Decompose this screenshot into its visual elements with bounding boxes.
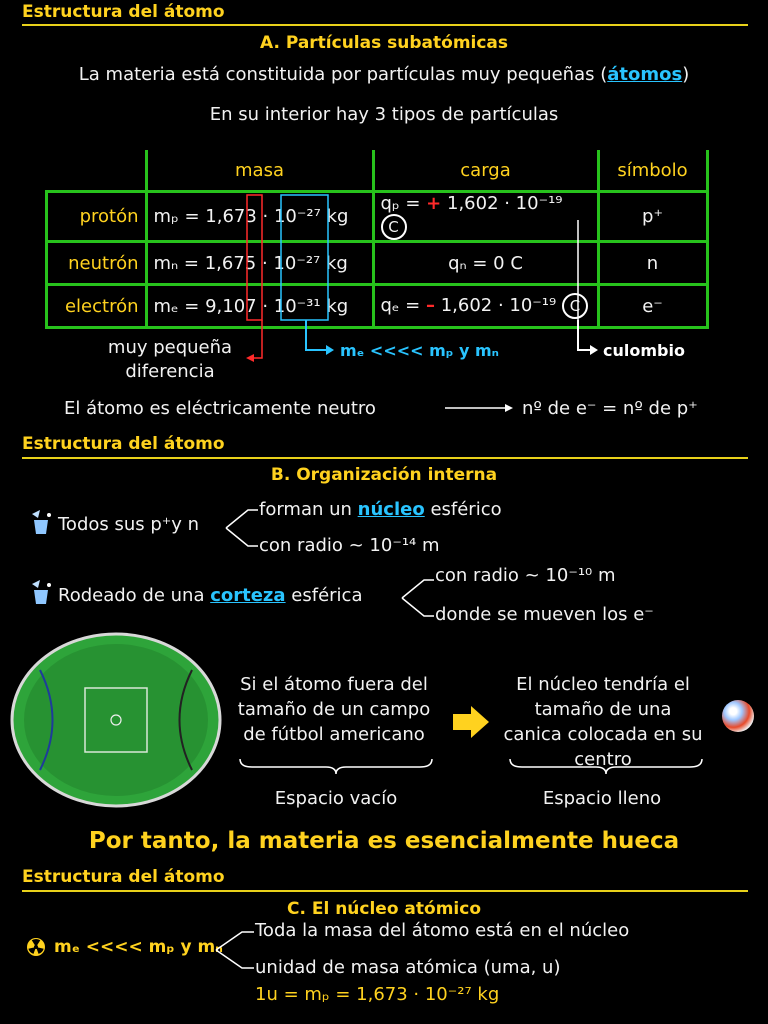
header-carga: carga <box>373 150 598 192</box>
section-title: Estructura del átomo <box>22 434 225 454</box>
divider <box>22 24 748 26</box>
brace <box>238 757 434 775</box>
radiation-icon <box>26 937 46 957</box>
symbol-value: n <box>598 242 707 285</box>
empty-space-caption: Espacio vacío <box>274 788 398 809</box>
note-coulomb: culombio <box>603 341 685 360</box>
comparison-right: El núcleo tendría el tamaño de una canica colocada en su centro <box>503 674 703 770</box>
divider <box>22 457 748 459</box>
cortex-electrons: donde se mueven los e⁻ <box>435 604 654 625</box>
intro-line-2: En su interior hay 3 tipos de partículas <box>209 104 559 125</box>
note-small-difference: muy pequeña diferencia <box>107 337 233 382</box>
nucleo-link[interactable]: núcleo <box>357 499 425 520</box>
mass-in-nucleus: Toda la masa del átomo está en el núcleo <box>255 920 630 941</box>
intro-text: La materia está constituida por partículas muy pequeñas ( <box>78 64 608 85</box>
corteza-link[interactable]: corteza <box>210 585 286 606</box>
charge-value: qₚ = + 1,602 · 10⁻¹⁹ C <box>373 192 598 242</box>
charge-value: qₑ = – 1,602 · 10⁻¹⁹ C <box>373 285 598 328</box>
cortex-radius: con radio ~ 10⁻¹⁰ m <box>435 565 616 586</box>
comparison-left: Si el átomo fuera del tamaño de un campo de fútbol americano <box>237 674 431 745</box>
item-nucleus: Todos sus p⁺y n <box>58 514 200 535</box>
amu-definition: unidad de masa atómica (uma, u) <box>255 957 561 978</box>
neutral-text: El átomo es eléctricamente neutro <box>64 398 376 419</box>
particle-name: protón <box>47 192 147 242</box>
branch-arrows <box>212 924 256 980</box>
header-simbolo: símbolo <box>598 150 707 192</box>
section-title: Estructura del átomo <box>22 867 225 887</box>
magician-icon <box>28 580 54 606</box>
intro-line <box>0 64 768 85</box>
branch-arrows <box>224 500 260 558</box>
symbol-value: p⁺ <box>598 192 707 242</box>
arrow-right-icon <box>445 401 515 415</box>
brace <box>508 757 704 775</box>
branch-arrows <box>400 570 436 628</box>
section-title: Estructura del átomo <box>22 2 225 22</box>
nucleus-radius: con radio ~ 10⁻¹⁴ m <box>259 535 440 556</box>
coulomb-unit: C <box>562 293 588 319</box>
compare-mass: mₑ <<<< mₚ y mₙ <box>54 937 223 957</box>
subtitle-b: B. Organización interna <box>270 465 498 485</box>
header-masa: masa <box>146 150 373 192</box>
stadium-image <box>10 630 222 810</box>
divider <box>22 890 748 892</box>
subtitle-a: A. Partículas subatómicas <box>259 33 509 53</box>
nucleus-desc: forman un núcleo esférico <box>259 499 502 520</box>
note-compare: mₑ <<<< mₚ y mₙ <box>340 341 499 360</box>
atomos-link[interactable]: átomos <box>607 64 683 85</box>
particle-name: neutrón <box>47 242 147 285</box>
neutral-equality: nº de e⁻ = nº de p⁺ <box>522 398 698 419</box>
coulomb-unit: C <box>381 214 407 240</box>
conclusion: Por tanto, la materia es esencialmente hueca <box>88 828 680 854</box>
marble-icon <box>722 700 754 732</box>
mass-value: mₑ = 9,107 · 10⁻³¹ kg <box>146 285 373 328</box>
charge-value: qₙ = 0 C <box>373 242 598 285</box>
particle-name: electrón <box>47 285 147 328</box>
intro-close: ) <box>682 64 690 85</box>
mass-value: mₚ = 1,673 · 10⁻²⁷ kg <box>146 192 373 242</box>
subtitle-c: C. El núcleo atómico <box>286 899 482 919</box>
item-cortex: Rodeado de una corteza esférica <box>58 585 363 606</box>
arrow-right-icon <box>451 704 491 740</box>
full-space-caption: Espacio lleno <box>542 788 662 809</box>
symbol-value: e⁻ <box>598 285 707 328</box>
amu-value: 1u = mₚ = 1,673 · 10⁻²⁷ kg <box>255 984 500 1005</box>
magician-icon <box>28 510 54 536</box>
mass-value: mₙ = 1,675 · 10⁻²⁷ kg <box>146 242 373 285</box>
